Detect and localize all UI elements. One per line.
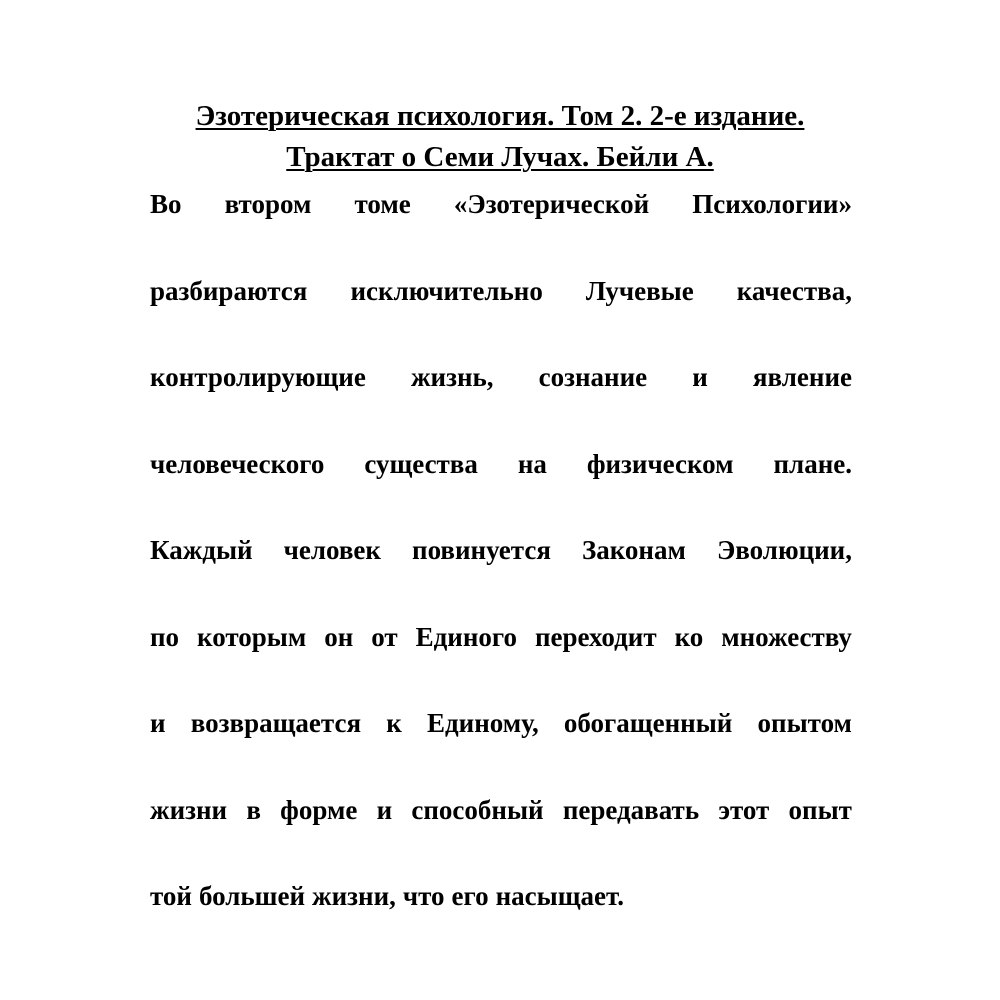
body-word: Каждый: [150, 535, 253, 565]
body-word: опытом: [757, 708, 852, 738]
body-word: которым: [197, 621, 307, 652]
body-word: форме: [280, 794, 358, 825]
body-word: жизни: [150, 794, 228, 825]
body-word: Законам: [581, 535, 686, 565]
body-line: [150, 273, 852, 309]
body-word: разбираются: [150, 275, 308, 306]
body-line: [150, 878, 852, 914]
body-word: от: [371, 621, 398, 652]
body-line: [150, 532, 852, 568]
body-word: по: [150, 621, 180, 652]
body-word: обогащенный: [563, 708, 733, 738]
body-word: переходит: [534, 621, 657, 652]
body-word: к: [386, 708, 402, 738]
body-word: повинуется: [412, 535, 551, 565]
body-word: что: [402, 881, 445, 911]
body-word: опыт: [788, 794, 852, 825]
body-word: и: [150, 708, 166, 738]
body-word: сознание: [538, 362, 648, 392]
body-word: существа: [364, 448, 478, 479]
body-word: контролирующие: [150, 362, 366, 392]
body-word: втором: [224, 189, 312, 219]
body-word: Единого: [415, 621, 517, 652]
body-line: [150, 705, 852, 741]
body-word: способный: [411, 794, 544, 825]
body-line: [150, 186, 852, 222]
body-word: возвращается: [190, 708, 362, 738]
body-word: его: [451, 881, 489, 911]
body-word: той: [150, 881, 192, 911]
body-word: «Эзотерической: [453, 189, 650, 219]
body-word: в: [246, 794, 261, 825]
body-word: множеству: [721, 621, 852, 652]
body-word: явление: [752, 362, 852, 392]
body-word: жизни,: [312, 881, 396, 911]
body-word: на: [517, 448, 547, 479]
body-word: ко: [674, 621, 704, 652]
body-word: передавать: [562, 794, 700, 825]
body-line: [150, 359, 852, 395]
body-word: Лучевые: [585, 275, 694, 306]
title-line-1-text: Эзотерическая психология. Том 2. 2-е издание.: [195, 100, 805, 132]
body-line: [150, 446, 852, 482]
body-line: [150, 792, 852, 828]
body-word: исключительно: [350, 275, 543, 306]
body-word: насыщает.: [495, 881, 624, 911]
body-word: Психологии»: [692, 189, 852, 219]
body-word: Единому,: [427, 708, 539, 738]
body-word: человеческого: [150, 448, 325, 479]
body-word: томе: [354, 189, 411, 219]
body-word: качества,: [736, 275, 852, 306]
title-line-2-text: Трактат о Семи Лучах. Бейли А.: [286, 141, 714, 173]
document-title-line-2: [0, 137, 1000, 177]
body-word: этот: [718, 794, 770, 825]
body-word: и: [692, 362, 708, 392]
document-title-line-1: [0, 96, 1000, 136]
body-word: Эволюции,: [716, 535, 852, 565]
body-word: физическом: [586, 448, 734, 479]
body-word: он: [324, 621, 354, 652]
body-word: человек: [283, 535, 381, 565]
body-line: [150, 619, 852, 655]
body-word: плане.: [773, 448, 852, 479]
body-word: Во: [150, 189, 182, 219]
body-word: жизнь,: [410, 362, 494, 392]
body-word: и: [376, 794, 393, 825]
body-word: большей: [198, 881, 306, 911]
